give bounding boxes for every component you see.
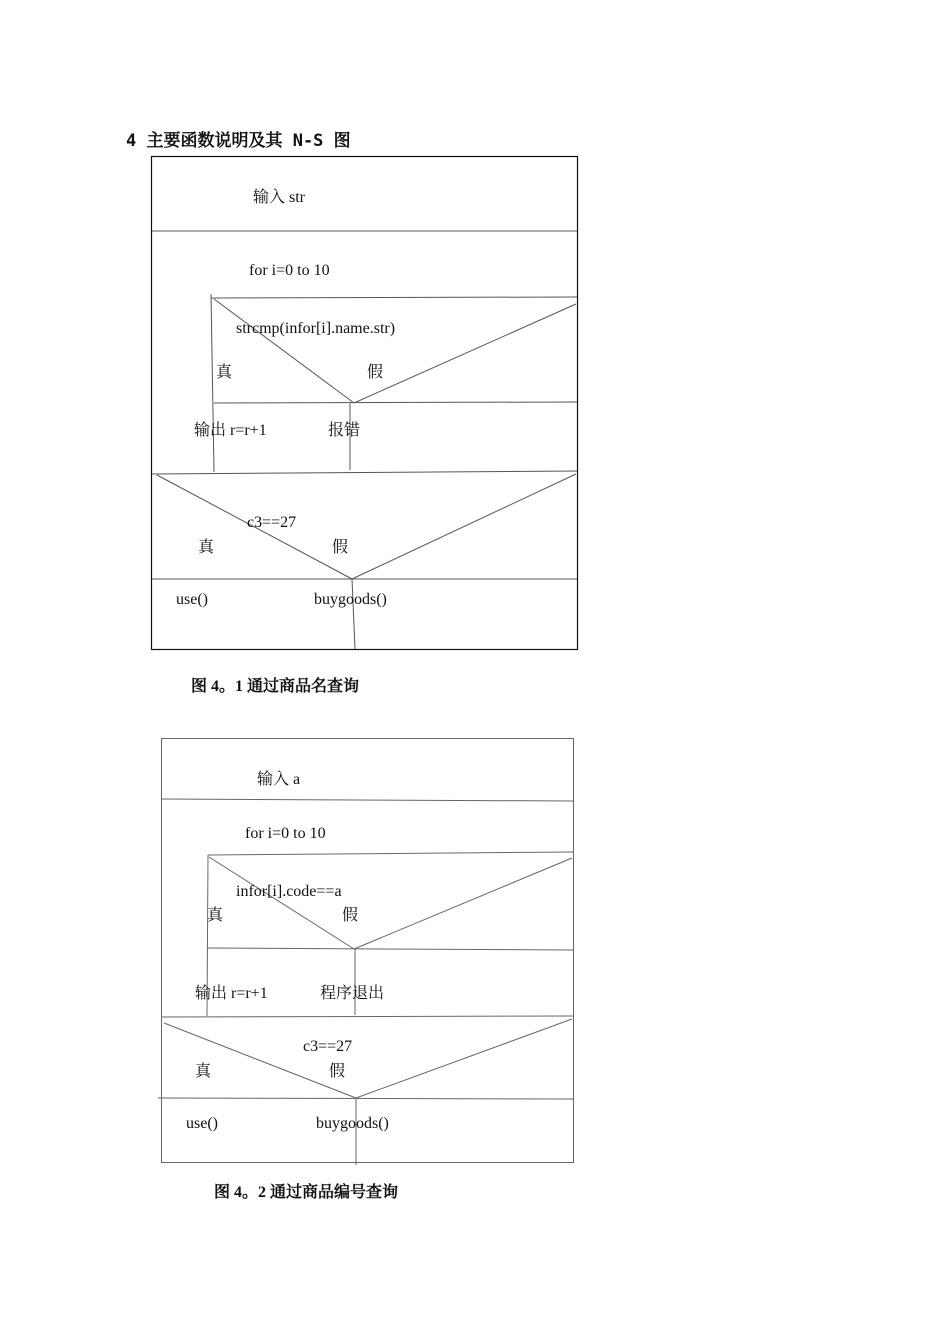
diagram2-condition-label: infor[i].code==a <box>236 883 342 900</box>
diagram1-true-action: 输出 r=r+1 <box>194 422 267 439</box>
diagram2-condition2-right-diag <box>356 1019 572 1098</box>
diagram1-condition2-label: c3==27 <box>247 514 297 531</box>
diagram2-true-action: 输出 r=r+1 <box>195 985 268 1002</box>
diagram2-condition-bottom <box>207 948 573 950</box>
section-heading: 4 主要函数说明及其 N-S 图 <box>126 131 351 151</box>
diagram2-true-action2: use() <box>186 1115 218 1132</box>
diagram1-condition-label: strcmp(infor[i].name.str) <box>236 320 396 337</box>
diagram2-false-label: 假 <box>342 907 359 924</box>
diagram2-false-action2: buygoods() <box>316 1115 389 1132</box>
diagram2-condition2-label: c3==27 <box>303 1038 353 1055</box>
diagram1-false-label: 假 <box>367 364 384 381</box>
diagram2-condition2-left-diag <box>164 1023 356 1098</box>
diagram1-loop-label: for i=0 to 10 <box>249 262 330 279</box>
diagram1-false-label2: 假 <box>332 539 349 556</box>
diagram2-false-action: 程序退出 <box>320 985 385 1002</box>
diagram2-condition-top <box>208 852 573 855</box>
diagram2-true-label: 真 <box>207 907 224 924</box>
figure2-caption: 图 4。2 通过商品编号查询 <box>214 1184 399 1201</box>
diagram2-loop-label: for i=0 to 10 <box>245 825 326 842</box>
figure1-caption: 图 4。1 通过商品名查询 <box>191 678 360 695</box>
diagram1-false-action: 报错 <box>328 422 361 439</box>
diagram1-false-action2: buygoods() <box>314 591 387 608</box>
diagram1-true-action2: use() <box>176 591 208 608</box>
diagram2-false-label2: 假 <box>329 1063 346 1080</box>
diagram2-divider-input <box>162 799 573 801</box>
diagram2-condition-left-diag <box>209 857 354 949</box>
diagram1-true-label2: 真 <box>198 539 215 556</box>
diagram2-input-label: 输入 a <box>257 771 301 788</box>
diagram2-condition2-top <box>162 1016 573 1017</box>
diagram2-true-label2: 真 <box>195 1063 212 1080</box>
diagram1-true-label: 真 <box>216 364 233 381</box>
diagram2-condition2-bottom <box>158 1098 573 1099</box>
diagram2-condition-right-diag <box>354 858 572 949</box>
diagram1-input-label: 输入 str <box>253 189 306 206</box>
